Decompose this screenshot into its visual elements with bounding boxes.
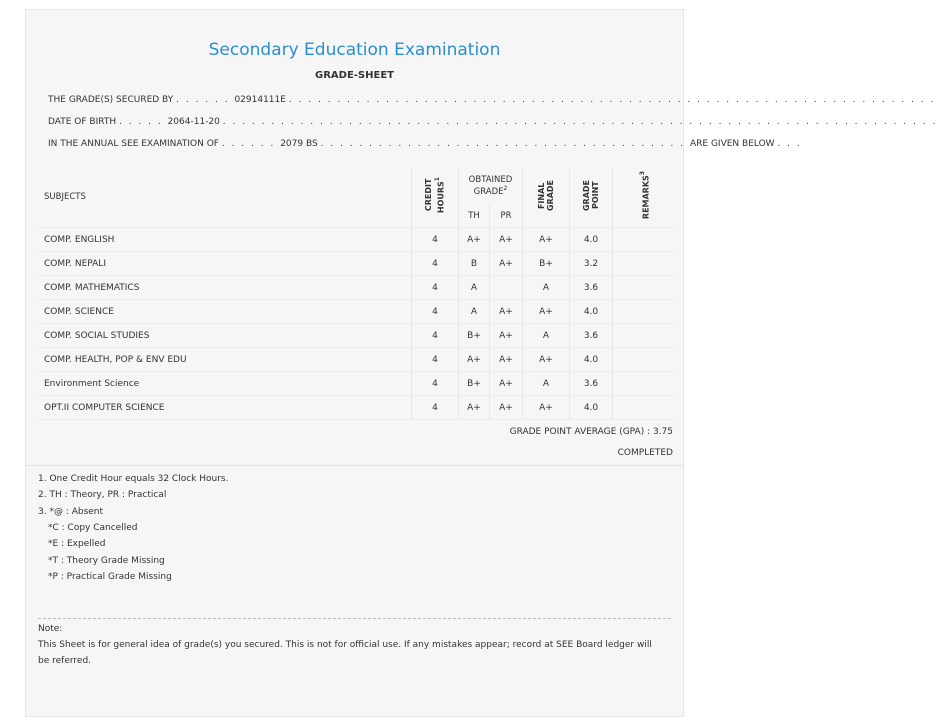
table-row (38, 276, 675, 300)
footnote-3: 3. *@ : Absent (38, 507, 104, 517)
grade-point-header: GRADE POINT (570, 167, 613, 228)
table-row (38, 324, 675, 348)
credit-hours: 4 (412, 252, 459, 276)
remarks (613, 396, 676, 420)
practical-grade: A+ (490, 324, 523, 348)
dob-line: DATE OF BIRTH . . . . . 2064-11-20 . . . . . . . . . . . . . . . . . . . . . . . . . . . . . . . . . . . . . . . . . . . . . . . . . . . . . . . . . . . . . . . . . . . . . . . . . . (48, 117, 937, 127)
divider (26, 465, 683, 466)
credit-hours: 4 (412, 276, 459, 300)
table-row (38, 348, 675, 372)
subject-name: COMP. NEPALI (38, 252, 412, 276)
theory-grade: A+ (459, 348, 490, 372)
final-grade: B+ (523, 252, 570, 276)
remarks (613, 324, 676, 348)
remarks (613, 276, 676, 300)
dob-label: DATE OF BIRTH (48, 117, 117, 127)
th-header: TH (459, 204, 490, 227)
theory-grade: B (459, 252, 490, 276)
final-grade: A+ (523, 348, 570, 372)
remarks (613, 252, 676, 276)
exam-label: IN THE ANNUAL SEE EXAMINATION OF (48, 139, 219, 149)
status-text: COMPLETED (617, 448, 673, 458)
final-grade: A (523, 372, 570, 396)
subject-name: COMP. SCIENCE (38, 300, 412, 324)
final-grade: A+ (523, 228, 570, 252)
practical-grade: A+ (490, 396, 523, 420)
grade-point: 4.0 (570, 228, 613, 252)
grade-point: 3.6 (570, 324, 613, 348)
subject-name: OPT.II COMPUTER SCIENCE (38, 396, 412, 420)
page-title: Secondary Education Examination (208, 40, 501, 60)
exam-year: 2079 BS (280, 139, 318, 149)
grade-point: 4.0 (570, 348, 613, 372)
remarks-header: REMARKS$^3$ (613, 167, 676, 228)
table-row (38, 228, 675, 252)
symbol-number: 02914111E (234, 95, 286, 105)
theory-grade: A+ (459, 228, 490, 252)
obtained-grade-header: OBTAINED GRADE$^2$ (459, 167, 523, 204)
grade-point: 3.6 (570, 276, 613, 300)
footnote-1: 1. One Credit Hour equals 32 Clock Hours. (38, 474, 229, 484)
secured-by-label: THE GRADE(S) SECURED BY (48, 95, 174, 105)
practical-grade: A+ (490, 252, 523, 276)
grade-point: 4.0 (570, 396, 613, 420)
subject-name: Environment Science (38, 372, 412, 396)
theory-grade: B+ (459, 372, 490, 396)
subject-name: COMP. SOCIAL STUDIES (38, 324, 412, 348)
gpa-text: GRADE POINT AVERAGE (GPA) : 3.75 (509, 427, 673, 437)
note-text: This Sheet is for general idea of grade(s) you secured. This is not for official use. If any mistakes appear; record at SEE Board ledger will be referred. (38, 640, 652, 666)
final-grade: A+ (523, 300, 570, 324)
grade-point: 3.6 (570, 372, 613, 396)
exam-line: IN THE ANNUAL SEE EXAMINATION OF . . . . . . 2079 BS . . . . . . . . . . . . . . . . . . . . . . . . . . . . . . . . . . . . . . ARE GIVEN BELOW . . . (48, 139, 802, 149)
credit-hours-header: CREDIT HOURS$^1$ (412, 167, 459, 228)
practical-grade (490, 276, 523, 300)
remarks (613, 372, 676, 396)
remarks (613, 300, 676, 324)
remarks (613, 228, 676, 252)
practical-grade: A+ (490, 228, 523, 252)
final-grade: A (523, 324, 570, 348)
header-row-1 (38, 167, 675, 204)
footnote-2: 2. TH : Theory, PR : Practical (38, 490, 167, 500)
secured-by-line: THE GRADE(S) SECURED BY . . . . . . 02914111E . . . . . . . . . . . . . . . . . . . . . . . . . . . . . . . . . . . . . . . . . . . . . . . . . . . . . . . . . . . . . . . . . . . (48, 95, 936, 105)
footnote-3t: *T : Theory Grade Missing (48, 556, 165, 566)
dob-value: 2064-11-20 (167, 117, 220, 127)
credit-hours: 4 (412, 324, 459, 348)
subjects-header: SUBJECTS (38, 167, 412, 228)
footnote-3c: *C : Copy Cancelled (48, 523, 138, 533)
theory-grade: A (459, 276, 490, 300)
theory-grade: A (459, 300, 490, 324)
credit-hours: 4 (412, 348, 459, 372)
footnote-3e: *E : Expelled (48, 539, 106, 549)
theory-grade: B+ (459, 324, 490, 348)
given-below-label: ARE GIVEN BELOW (690, 139, 775, 149)
subject-name: COMP. HEALTH, POP & ENV EDU (38, 348, 412, 372)
page-subtitle: GRADE-SHEET (315, 70, 394, 81)
final-grade: A (523, 276, 570, 300)
practical-grade: A+ (490, 348, 523, 372)
practical-grade: A+ (490, 372, 523, 396)
credit-hours: 4 (412, 228, 459, 252)
table-row (38, 396, 675, 420)
grade-point: 3.2 (570, 252, 613, 276)
theory-grade: A+ (459, 396, 490, 420)
credit-hours: 4 (412, 372, 459, 396)
table-row (38, 300, 675, 324)
table-row (38, 252, 675, 276)
footnote-3p: *P : Practical Grade Missing (48, 572, 172, 582)
grade-sheet (25, 9, 937, 717)
practical-grade: A+ (490, 300, 523, 324)
subject-name: COMP. ENGLISH (38, 228, 412, 252)
grade-point: 4.0 (570, 300, 613, 324)
final-grade: A+ (523, 396, 570, 420)
remarks (613, 348, 676, 372)
subject-name: COMP. MATHEMATICS (38, 276, 412, 300)
credit-hours: 4 (412, 300, 459, 324)
pr-header: PR (490, 204, 523, 227)
final-grade-header: FINAL GRADE (523, 167, 570, 228)
note-label: Note: (38, 624, 63, 634)
dashed-divider (38, 618, 671, 619)
credit-hours: 4 (412, 396, 459, 420)
grades-table (38, 167, 675, 420)
table-row (38, 372, 675, 396)
